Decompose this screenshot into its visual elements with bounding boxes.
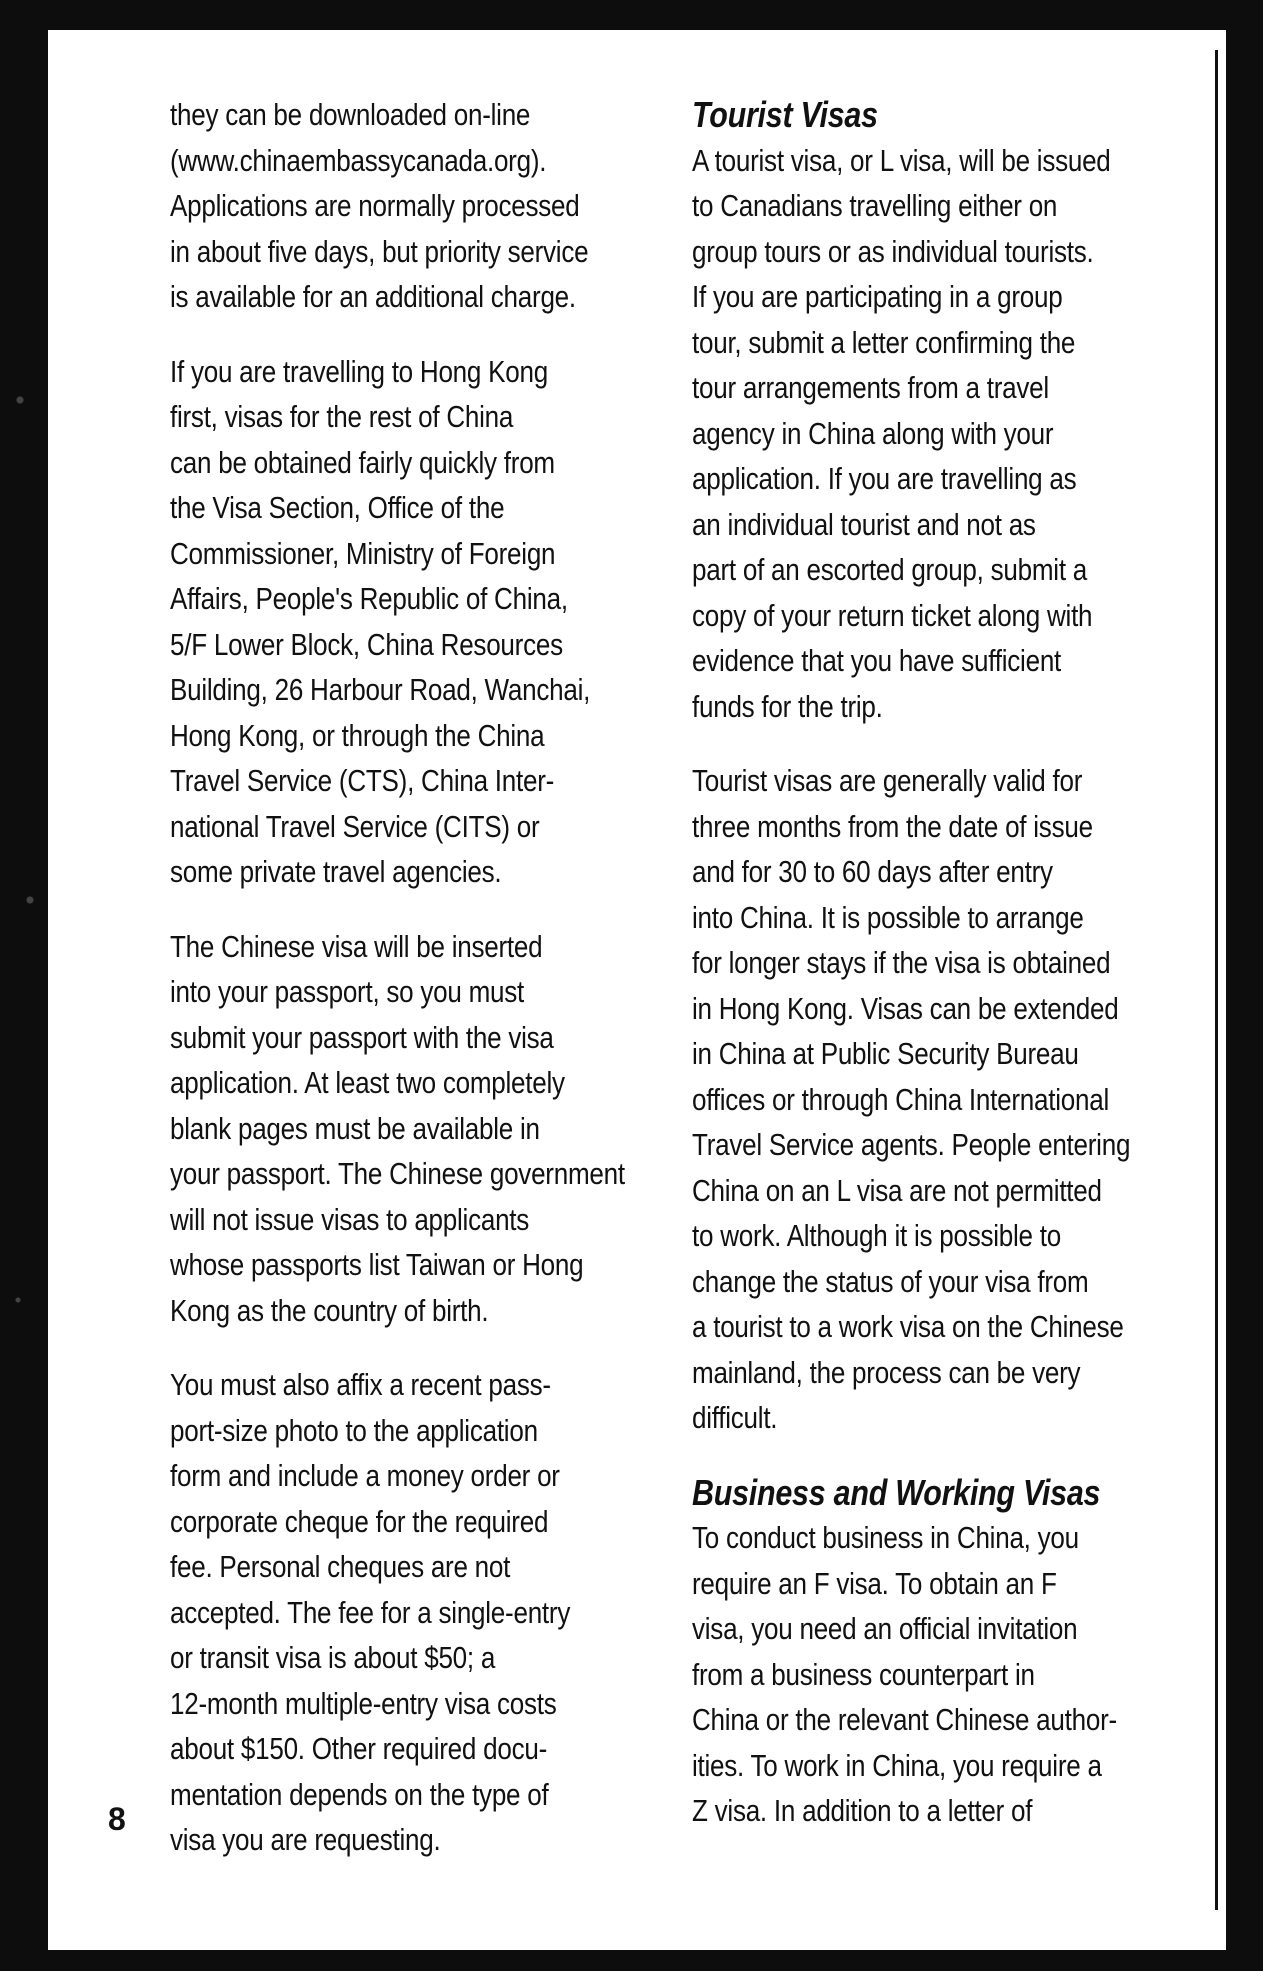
text-line: your passport. The Chinese government — [170, 1156, 625, 1191]
text-line: accepted. The fee for a single-entry — [170, 1594, 571, 1630]
text-line: Applications are normally processed — [170, 188, 580, 223]
text-line: (www.chinaembassycanada.org). — [170, 142, 547, 178]
text-line: Z visa. In addition to a letter of — [692, 1793, 1033, 1828]
text-line: will not issue visas to applicants — [170, 1201, 530, 1237]
text-line: port-size photo to the application — [170, 1412, 538, 1448]
text-line: tour, submit a letter confirming the — [692, 324, 1076, 360]
text-line: submit your passport with the visa — [170, 1019, 554, 1055]
text-line: Hong Kong, or through the China — [170, 717, 545, 753]
paragraph — [170, 1362, 607, 1863]
text-line: first, visas for the rest of China — [170, 399, 514, 434]
text-line: corporate cheque for the required — [170, 1503, 549, 1539]
text-line: Building, 26 Harbour Road, Wanchai, — [170, 672, 591, 707]
paragraph — [170, 924, 625, 1334]
text-line: copy of your return ticket along with — [692, 597, 1093, 633]
text-line: an individual tourist and not as — [692, 506, 1036, 542]
text-line: the Visa Section, Office of the — [170, 490, 505, 525]
text-line: offices or through China International — [692, 1081, 1109, 1117]
text-line: agency in China along with your — [692, 415, 1054, 451]
text-line: Tourist visas are generally valid for — [692, 763, 1083, 798]
text-line: visa, you need an official invitation — [692, 1611, 1078, 1646]
text-line: to work. Although it is possible to — [692, 1218, 1061, 1253]
text-line: can be obtained fairly quickly from — [170, 444, 555, 480]
text-line: ities. To work in China, you require a — [692, 1747, 1102, 1783]
text-line: fee. Personal cheques are not — [170, 1549, 511, 1584]
text-line: China or the relevant Chinese author- — [692, 1702, 1117, 1737]
page-edge-line — [1215, 50, 1218, 1910]
text-line: application. At least two completely — [170, 1065, 565, 1100]
text-line: some private travel agencies. — [170, 854, 502, 889]
text-line: three months from the date of issue — [692, 808, 1093, 844]
text-line: or transit visa is about $50; a — [170, 1640, 496, 1675]
text-line: whose passports list Taiwan or Hong — [170, 1247, 584, 1282]
left-column — [170, 92, 625, 1892]
text-line: a tourist to a work visa on the Chinese — [692, 1309, 1124, 1344]
text-line: in Hong Kong. Visas can be extended — [692, 990, 1119, 1026]
text-line: is available for an additional charge. — [170, 279, 576, 314]
page-number: 8 — [108, 1801, 126, 1837]
text-line: Travel Service (CTS), China Inter- — [170, 763, 555, 798]
text-line: into China. It is possible to arrange — [692, 899, 1084, 935]
text-line: form and include a money order or — [170, 1458, 560, 1493]
text-line: they can be downloaded on-line — [170, 97, 531, 132]
section-heading-tourist-visas: Tourist Visas — [692, 94, 878, 135]
text-line: Travel Service agents. People entering — [692, 1127, 1131, 1162]
text-line: mainland, the process can be very — [692, 1354, 1081, 1390]
paragraph — [692, 758, 1129, 1441]
scan-border — [0, 0, 48, 1971]
text-line: mentation depends on the type of — [170, 1776, 549, 1812]
text-line: and for 30 to 60 days after entry — [692, 854, 1053, 889]
text-line: The Chinese visa will be inserted — [170, 928, 543, 964]
text-line: A tourist visa, or L visa, will be issued — [692, 142, 1111, 178]
text-line: blank pages must be available in — [170, 1110, 540, 1146]
text-line: 5/F Lower Block, China Resources — [170, 626, 563, 662]
text-line: To conduct business in China, you — [692, 1520, 1079, 1555]
text-line: You must also affix a recent pass- — [170, 1367, 551, 1402]
text-line: in China at Public Security Bureau — [692, 1036, 1079, 1071]
right-column — [692, 92, 1129, 1863]
text-line: for longer stays if the visa is obtained — [692, 945, 1111, 980]
text-line: change the status of your visa from — [692, 1263, 1089, 1299]
section-heading-business-visas: Business and Working Visas — [692, 1471, 1101, 1513]
document-page — [48, 30, 1226, 1950]
text-line: Affairs, People's Republic of China, — [170, 581, 568, 616]
text-line: Kong as the country of birth. — [170, 1292, 489, 1328]
text-line: require an F visa. To obtain an F — [692, 1565, 1057, 1601]
text-line: into your passport, so you must — [170, 974, 525, 1009]
text-line: national Travel Service (CITS) or — [170, 808, 540, 844]
text-line: group tours or as individual tourists. — [692, 233, 1094, 269]
text-line: to Canadians travelling either on — [692, 188, 1058, 223]
text-line: funds for the trip. — [692, 688, 883, 724]
text-line: visa you are requesting. — [170, 1822, 441, 1857]
text-line: China on an L visa are not permitted — [692, 1172, 1102, 1208]
paragraph — [170, 92, 607, 320]
text-line: 12-month multiple-entry visa costs — [170, 1685, 557, 1721]
text-line: application. If you are travelling as — [692, 461, 1077, 496]
text-line: Commissioner, Ministry of Foreign — [170, 535, 556, 571]
text-line: If you are travelling to Hong Kong — [170, 353, 548, 389]
text-line: difficult. — [692, 1400, 778, 1435]
text-line: tour arrangements from a travel — [692, 370, 1049, 405]
text-line: in about five days, but priority service — [170, 233, 589, 269]
text-line: evidence that you have sufficient — [692, 643, 1062, 678]
paragraph — [170, 349, 607, 895]
paragraph — [692, 1515, 1129, 1834]
paragraph — [692, 138, 1129, 730]
text-line: about $150. Other required docu- — [170, 1731, 548, 1766]
text-line: from a business counterpart in — [692, 1656, 1035, 1692]
text-line: part of an escorted group, submit a — [692, 552, 1088, 587]
text-line: If you are participating in a group — [692, 279, 1063, 314]
